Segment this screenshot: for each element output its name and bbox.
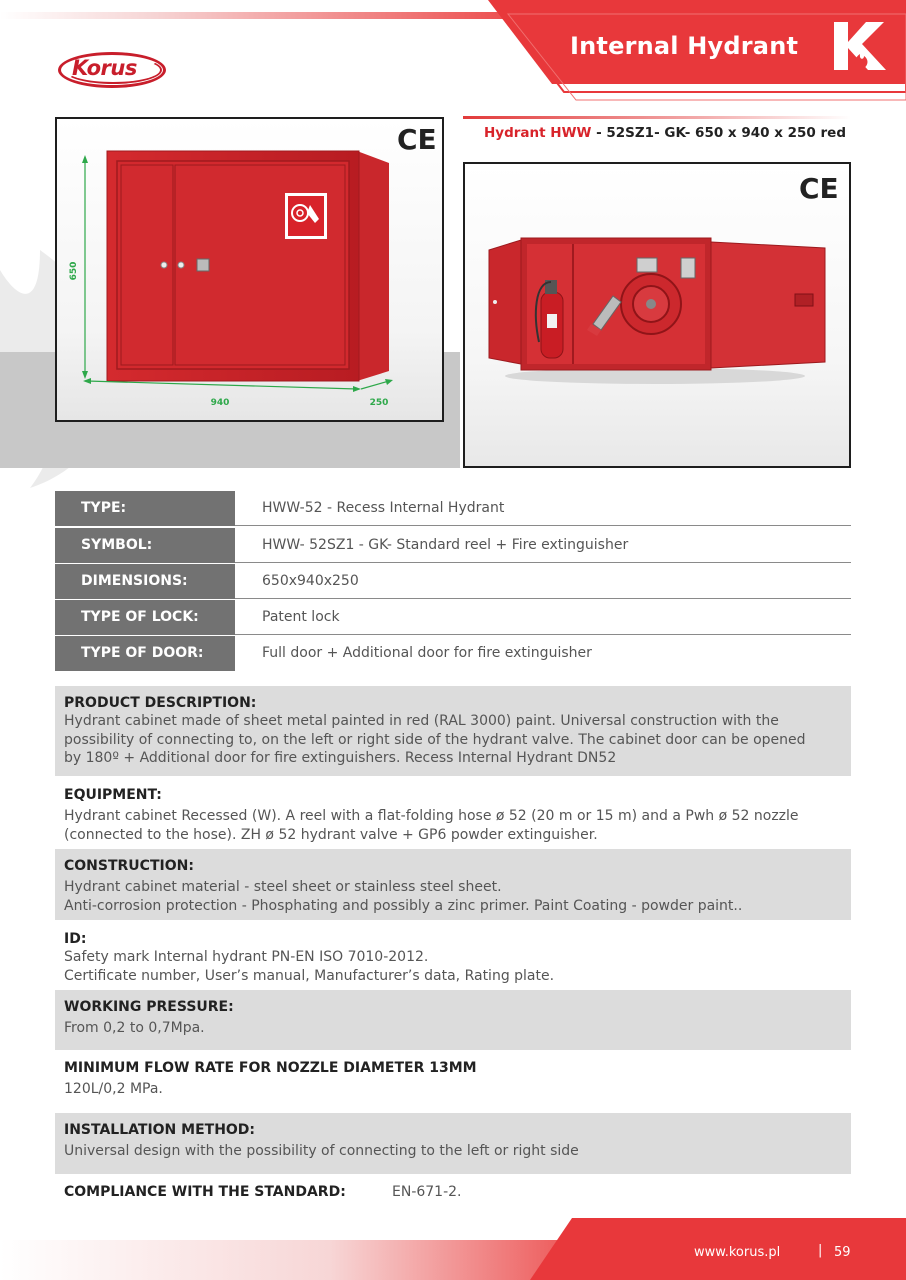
closed-cabinet-dimension-image <box>55 117 444 422</box>
section-line: (connected to the hose). ZH ø 52 hydrant valve + GP6 powder extinguisher. <box>64 826 598 843</box>
spec-row-door <box>55 636 851 671</box>
product-title <box>484 125 846 141</box>
section-line: Hydrant cabinet Recessed (W). A reel with a flat-folding hose ø 52 (20 m or 15 m) and a Pwh ø 52 nozzle <box>64 808 799 824</box>
compliance-value: EN-671-2. <box>392 1184 462 1200</box>
product-title-rest: - 52SZ1- GK- 650 x 940 x 250 red <box>591 125 846 141</box>
spec-value: Full door + Additional door for fire extinguisher <box>262 645 592 661</box>
section-heading: PRODUCT DESCRIPTION: <box>64 695 257 711</box>
dimension-height-label: 650 <box>69 261 79 281</box>
section-line: Universal design with the possibility of connecting to the left or right side <box>64 1143 579 1159</box>
section-id <box>55 922 851 988</box>
footer-separator: | <box>818 1243 823 1258</box>
spec-label: TYPE OF DOOR: <box>55 636 235 671</box>
section-line: Hydrant cabinet made of sheet metal painted in red (RAL 3000) paint. Universal construction with the <box>64 713 779 729</box>
section-line: 120L/0,2 MPa. <box>64 1081 163 1097</box>
section-line: Anti-corrosion protection - Phosphating and possibly a zinc primer. Paint Coating - powder paint.. <box>64 897 743 914</box>
footer-website-link[interactable]: www.korus.pl <box>694 1245 781 1260</box>
brand-name: Korus <box>72 56 137 80</box>
k-flame-logo-icon <box>832 20 888 72</box>
spec-value: Patent lock <box>262 609 340 625</box>
section-line: Safety mark Internal hydrant PN-EN ISO 7010-2012. <box>64 949 429 965</box>
spec-row-symbol <box>55 528 851 563</box>
section-heading: CONSTRUCTION: <box>64 858 194 874</box>
section-construction <box>55 849 851 920</box>
section-line: possibility of connecting to, on the left or right side of the hydrant valve. The cabinet door can be opened <box>64 731 806 748</box>
spec-label: TYPE OF LOCK: <box>55 600 235 635</box>
spec-label: SYMBOL: <box>55 528 235 563</box>
header-title: Internal Hydrant <box>570 32 799 60</box>
compliance-row <box>64 1184 462 1200</box>
section-installation-method <box>55 1113 851 1174</box>
section-working-pressure <box>55 990 851 1050</box>
spec-row-type <box>55 491 851 526</box>
ce-mark-icon-2: CE <box>799 172 839 205</box>
product-title-prefix: Hydrant HWW <box>484 125 592 141</box>
section-heading: EQUIPMENT: <box>64 787 162 803</box>
spec-value: HWW- 52SZ1 - GK- Standard reel + Fire extinguisher <box>262 537 629 553</box>
section-heading: INSTALLATION METHOD: <box>64 1122 256 1138</box>
open-cabinet-image <box>463 162 851 468</box>
section-line: Certificate number, User’s manual, Manufacturer’s data, Rating plate. <box>64 967 555 984</box>
header-accent-stripe <box>0 12 520 19</box>
spec-label: TYPE: <box>55 491 235 526</box>
closed-cabinet-drawing <box>57 119 442 420</box>
section-heading: MINIMUM FLOW RATE FOR NOZZLE DIAMETER 13MM <box>64 1060 477 1076</box>
section-line: From 0,2 to 0,7Mpa. <box>64 1020 205 1036</box>
spec-divider <box>235 525 851 526</box>
section-minimum-flow <box>55 1051 851 1111</box>
footer-page-number: 59 <box>834 1245 851 1260</box>
section-line: Hydrant cabinet material - steel sheet or stainless steel sheet. <box>64 879 502 895</box>
spec-row-dimensions <box>55 564 851 599</box>
ce-mark-icon: CE <box>397 123 437 156</box>
korus-brand-logo <box>58 50 168 90</box>
spec-divider <box>235 634 851 635</box>
section-heading: WORKING PRESSURE: <box>64 999 234 1015</box>
spec-value: 650x940x250 <box>262 573 359 589</box>
section-line: by 180º + Additional door for fire extinguishers. Recess Internal Hydrant DN52 <box>64 750 617 766</box>
dimension-width-label: 940 <box>210 398 230 408</box>
spec-row-lock <box>55 600 851 635</box>
spec-divider <box>235 598 851 599</box>
spec-label: DIMENSIONS: <box>55 564 235 599</box>
section-equipment <box>55 778 851 848</box>
spec-divider <box>235 562 851 563</box>
spec-value: HWW-52 - Recess Internal Hydrant <box>262 500 505 516</box>
open-cabinet-drawing <box>465 164 849 466</box>
section-heading: ID: <box>64 931 87 947</box>
section-product-description <box>55 686 851 776</box>
compliance-heading: COMPLIANCE WITH THE STANDARD: <box>64 1184 346 1200</box>
dimension-depth-label: 250 <box>369 398 389 408</box>
product-title-underline <box>463 116 851 119</box>
